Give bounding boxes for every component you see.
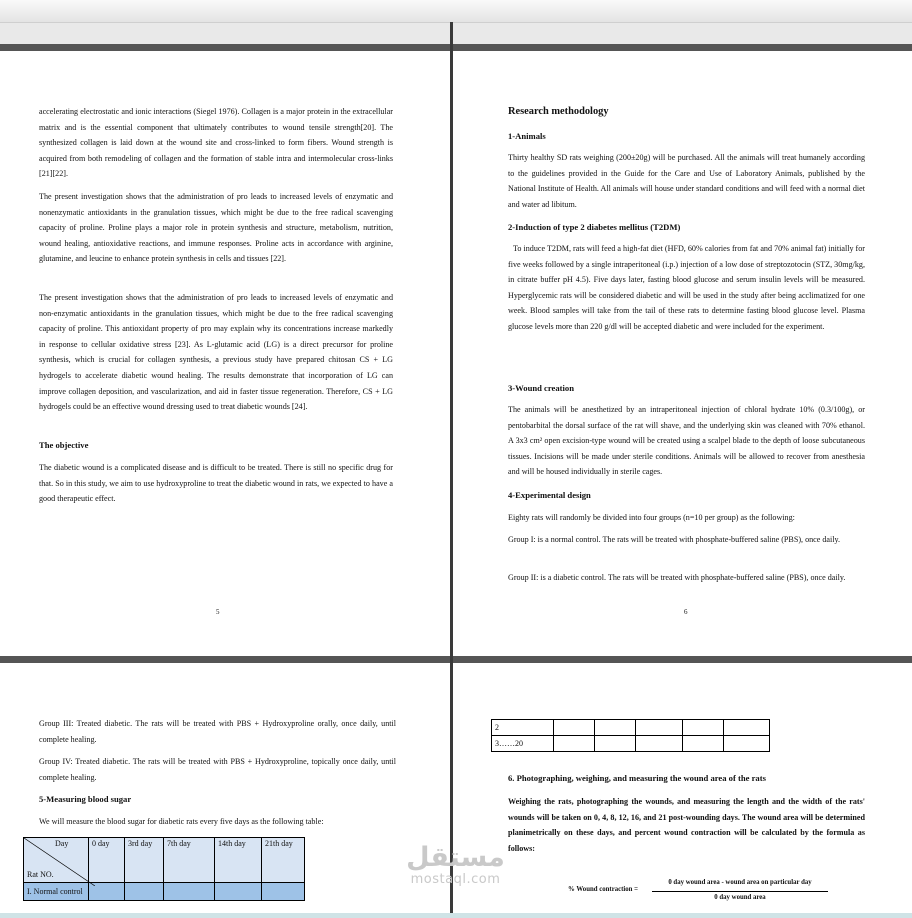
wound-heading: 3-Wound creation xyxy=(508,383,574,393)
table-header-row xyxy=(24,838,305,883)
scrollbar-track[interactable] xyxy=(0,913,912,918)
table-cell xyxy=(164,883,215,901)
induction-text: To induce T2DM, rats will feed a high-fat diet (HFD, 60% calories from fat and 70% animal fat) initially for five weeks followed by a single intraperitoneal (i.p.) injection of a low dose of streptozotocin (STZ, 30mg/kg, in citrate buffer pH 4.5). Five days later, fasting blood glucose and serum insulin levels will be measured. Hyperglycemic rats will be considered diabetic and will be used in the study after being acclimatized for one week. Blood samples will take from the tail of these rats to determine fasting blood glucose level. Plasma glucose levels more than 220 g/dl will be accepted diabetic and were included for the experiment. xyxy=(508,244,865,331)
page-row-separator xyxy=(0,656,912,663)
group-4: Group IV: Treated diabetic. The rats will be treated with PBS + Hydroxyproline, topically once daily, until complete healing. xyxy=(39,757,396,782)
design-text: Eighty rats will randomly be divided into four groups (n=10 per group) as the following: xyxy=(508,513,795,522)
animals-text: Thirty healthy SD rats weighing (200±20g) will be purchased. All the animals will treat humanely according to the guidelines provided in the Guide for the Care and Use of Laboratory Animals, published by the National Institute of Health. All animals will house under standard conditions and will feed with a normal diet and water ad libitum. xyxy=(508,153,865,209)
corner-rat-label: Rat NO. xyxy=(27,870,54,879)
day-header xyxy=(262,838,305,883)
day-label: 21th day xyxy=(265,839,293,848)
page-column-divider xyxy=(450,22,453,656)
table-cell xyxy=(595,736,636,752)
group-1: Group I: is a normal control. The rats will be treated with phosphate-buffered saline (PBS), once daily. xyxy=(508,535,841,544)
formula-denominator: 0 day wound area xyxy=(714,894,766,901)
row-label: 2 xyxy=(492,720,554,736)
paragraph: accelerating electrostatic and ionic interactions (Siegel 1976). Collagen is a major protein in the extracellular matrix and is the essential component that ultimately contributes to wound tensile strength[20]. The synthesized collagen is laid down at the wound site and cross-linked to form fibers. Wound strength is acquired from both remodeling of collagen and the formation of stable intra and intermolecular cross-links [21][22]. xyxy=(39,107,393,179)
corner-day-label: Day xyxy=(55,839,69,848)
wound-text: The animals will be anesthetized by an intraperitoneal injection of chloral hydrate 10% (0.3/100g), or pentobarbital the dorsal surface of the rat will shave, and the underlying skin was cleaned with 70% ethanol. A 3x3 cm² open excision-type wound will be created using a scalpel blade to the depth of loose subcutaneous tissues. Incisions will be made under sterile conditions. Animals will be allowed to recover from anesthesia and will be housed individually in sterile cages. xyxy=(508,405,865,477)
page-5 xyxy=(0,51,450,656)
fraction-bar xyxy=(652,891,828,892)
page-number: 6 xyxy=(684,608,688,616)
group-3: Group III: Treated diabetic. The rats will be treated with PBS + Hydroxyproline orally, once daily, until complete healing. xyxy=(39,719,396,744)
blood-sugar-text: We will measure the blood sugar for diabetic rats every five days as the following table: xyxy=(39,817,324,826)
group-table-continuation xyxy=(491,719,770,752)
design-heading: 4-Experimental design xyxy=(508,490,591,500)
row-label: I. Normal control xyxy=(24,883,89,901)
animals-heading: 1-Animals xyxy=(508,131,546,141)
blood-sugar-heading: 5-Measuring blood sugar xyxy=(39,794,132,804)
table-cell xyxy=(636,736,683,752)
day-label: 3rd day xyxy=(128,839,153,848)
table-cell xyxy=(215,883,262,901)
watermark-arabic: مستقل xyxy=(406,842,505,873)
table-cell xyxy=(724,736,770,752)
watermark xyxy=(398,843,513,887)
objective-text: The diabetic wound is a complicated disease and is difficult to be treated. There is still no specific drug for that. So in this study, we aim to use hydroxyproline to treat the diabetic wound in rats, we expected to have a good therapeutic effect. xyxy=(39,463,393,504)
day-label: 7th day xyxy=(167,839,191,848)
photographing-heading: 6. Photographing, weighing, and measuring the wound area of the rats xyxy=(508,773,766,783)
paragraph: The present investigation shows that the administration of pro leads to increased levels of enzymatic and non-enzymatic antioxidants in the granulation tissues, which might be due to the free radical scavenging capacity of proline. This antioxidant property of pro may explain why its concentrations increase markedly in response to cellular oxidative stress [23]. As L-glutamic acid (LG) is a direct precursor for proline synthesis, which is crucial for collagen synthesis, a previous study have prepared chitosan CS + LG hydrogels to accelerate diabetic wound healing. The results demonstrate that incorporation of LG can improve collagen deposition, and vascularization, and aid in faster tissue regeneration. Therefore, CS + LG hydrogels could be an effective wound dressing used to treat diabetic wounds [24]. xyxy=(39,293,393,412)
blood-sugar-table xyxy=(23,837,305,901)
row-label: 3……20 xyxy=(492,736,554,752)
group-2: Group II: is a diabetic control. The rats will be treated with phosphate-buffered saline (PBS), once daily. xyxy=(508,573,846,582)
watermark-latin: mostaql.com xyxy=(410,872,501,887)
objective-heading: The objective xyxy=(39,440,89,450)
table-cell xyxy=(554,720,595,736)
page-6 xyxy=(453,51,912,656)
photographing-text: Weighing the rats, photographing the wounds, and measuring the length and the width of the rats' wounds will be taken on 0, 4, 8, 12, 16, and 21 post-wounding days. The wound area will be determined planimetrically on these days, and percent wound contraction will be calculated by the formula as follows: xyxy=(508,797,865,853)
table-row xyxy=(492,720,770,736)
page-number: 5 xyxy=(216,608,220,616)
formula-label: % Wound contraction = xyxy=(568,886,639,893)
day-header xyxy=(164,838,215,883)
day-header xyxy=(125,838,164,883)
formula-numerator: 0 day wound area - wound area on particular day xyxy=(668,879,812,886)
section-title: Research methodology xyxy=(508,106,609,117)
day-label: 0 day xyxy=(92,839,110,848)
day-header xyxy=(215,838,262,883)
table-cell xyxy=(262,883,305,901)
paragraph: The present investigation shows that the administration of pro leads to increased levels of enzymatic and nonenzymatic antioxidants in the granulation tissues, which might be due to the free radical scavenging capacity of proline. Proline plays a major role in protein synthesis and structure, metabolism, nutrition, wound healing, antioxidative reactions, and immune responses. Proline acts in accordance with arginine, glutamine, and leucine to enhance protein synthesis in cells and tissues [22]. xyxy=(39,192,393,264)
table-cell xyxy=(595,720,636,736)
table-cell xyxy=(683,720,724,736)
page-row-separator xyxy=(0,44,912,51)
table-row xyxy=(492,736,770,752)
table-cell xyxy=(125,883,164,901)
day-label: 14th day xyxy=(218,839,246,848)
induction-heading: 2-Induction of type 2 diabetes mellitus (T2DM) xyxy=(508,222,681,232)
corner-cell xyxy=(24,838,89,883)
viewer-toolbar xyxy=(0,0,912,23)
table-cell xyxy=(636,720,683,736)
table-cell xyxy=(724,720,770,736)
table-cell xyxy=(554,736,595,752)
table-cell xyxy=(683,736,724,752)
